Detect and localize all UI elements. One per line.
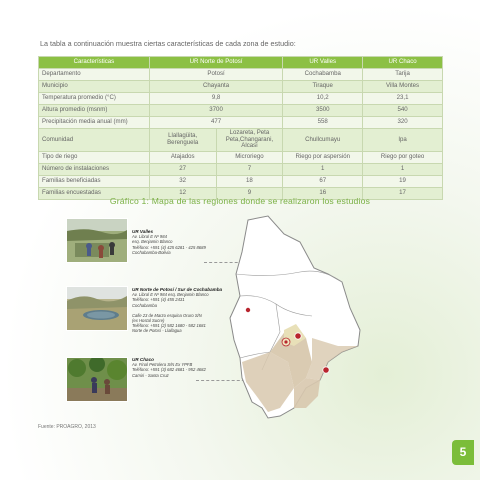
site-city-line: Camiri - Santa Cruz <box>132 372 169 378</box>
table-cell: 19 <box>363 176 443 188</box>
table-cell: 558 <box>283 117 363 129</box>
table-cell: 1 <box>283 164 363 176</box>
table-row <box>39 152 443 164</box>
table-cell: 16 <box>283 188 363 200</box>
table-header-cell: UR Norte de Potosí <box>149 57 282 69</box>
table-cell: 540 <box>363 105 443 117</box>
site-address-line: Av. Final Petrolera S/N Ex YPFB <box>132 362 193 368</box>
table-cell: Lozareta, Peta Peta,Changarani, Alcasi <box>216 129 283 152</box>
table-cell: 3700 <box>149 105 282 117</box>
table-cell: 32 <box>149 176 216 188</box>
table-row <box>39 105 443 117</box>
field-photo-illustration <box>67 219 127 262</box>
site-name: UR Chaco <box>132 357 154 362</box>
table-row <box>39 176 443 188</box>
table-cell: 18 <box>216 176 283 188</box>
table-cell: Temperatura promedio (°C) <box>39 93 150 105</box>
orchard-photo-illustration <box>67 358 127 401</box>
site-name: UR Norte de Potosí / Sur de Cochabamba <box>132 287 223 292</box>
site-address-line: Av. Libral E Nº 984 esq. Benjamin Blanco <box>132 292 209 298</box>
table-cell: 9 <box>216 188 283 200</box>
table-cell: Ipa <box>363 129 443 152</box>
table-cell: 3500 <box>283 105 363 117</box>
table-cell: 7 <box>216 164 283 176</box>
norte-potosi-photo <box>66 286 128 331</box>
table-cell: Tarija <box>363 69 443 81</box>
table-cell: Llallagüita, Berenguela <box>149 129 216 152</box>
site-address-line: Calle 23 de Marzo esquina Oruro S/N <box>132 312 202 318</box>
table-row <box>39 69 443 81</box>
page-number: 5 <box>452 440 474 465</box>
table-cell: Cochabamba <box>283 69 363 81</box>
source-note: Fuente: PROAGRO, 2013 <box>38 424 96 430</box>
table-cell: Chullcumayu <box>283 129 363 152</box>
table-cell: Precipitación media anual (mm) <box>39 117 150 129</box>
site-name: UR Valles <box>132 229 154 234</box>
table-row <box>39 164 443 176</box>
table-cell: Riego por aspersión <box>283 152 363 164</box>
table-cell: Chayanta <box>149 81 282 93</box>
table-cell: Familias encuestadas <box>39 188 150 200</box>
site-address-line: (ex Hostal Sucre) <box>132 318 165 324</box>
table-cell: Familias beneficiadas <box>39 176 150 188</box>
norte-potosi-marker-dot <box>284 340 287 343</box>
table-cell: Microriego <box>216 152 283 164</box>
site-address-line: Av. Libral E Nº 984 <box>132 234 167 240</box>
table-cell: Atajados <box>149 152 216 164</box>
table-cell: Potosí <box>149 69 282 81</box>
chaco-marker <box>323 367 329 373</box>
valles-photo <box>66 218 128 263</box>
table-cell: Comunidad <box>39 129 150 152</box>
table-row <box>39 81 443 93</box>
landscape-photo-illustration <box>67 287 127 330</box>
bolivia-map <box>210 212 370 422</box>
table-cell: Tipo de riego <box>39 152 150 164</box>
table-cell: 10,2 <box>283 93 363 105</box>
site-city-line: Cochabamba <box>132 302 157 308</box>
site-address-line: esq. Benjamin Blanco <box>132 239 173 245</box>
table-cell: 12 <box>149 188 216 200</box>
table-cell: Municipio <box>39 81 150 93</box>
table-cell: Villa Montes <box>363 81 443 93</box>
table-header-cell: UR Chaco <box>363 57 443 69</box>
table-row <box>39 93 443 105</box>
table-cell: 27 <box>149 164 216 176</box>
table-row <box>39 129 443 152</box>
table-header-cell: Características <box>39 57 150 69</box>
table-cell: 477 <box>149 117 282 129</box>
table-cell: Número de instalaciones <box>39 164 150 176</box>
cochabamba-marker <box>245 307 250 312</box>
site-phone-line: Teléfono: +591 (2) 582 1680 - 582 1681 <box>132 323 206 329</box>
site-city-line: Cochabamba-Bolivia <box>132 249 171 255</box>
table-cell: Departamento <box>39 69 150 81</box>
site-city-line: Norte de Potosí - Llallagua <box>132 328 182 334</box>
table-cell: Riego por goteo <box>363 152 443 164</box>
table-cell: 67 <box>283 176 363 188</box>
table-row <box>39 117 443 129</box>
site-phone-line: Teléfono: +591 (4) 455 2431 <box>132 297 185 303</box>
table-cell: 1 <box>363 164 443 176</box>
chaco-photo <box>66 357 128 402</box>
valles-marker <box>295 333 301 339</box>
table-cell: 9,8 <box>149 93 282 105</box>
table-cell: Altura promedio (msnm) <box>39 105 150 117</box>
site-phone-line: Teléfono: +591 (4) 425 6281 - 425 8689 <box>132 244 206 250</box>
chart-title: Gráfico 1: Mapa de las regiones donde se realizaron los estudios <box>109 196 371 206</box>
table-cell: 23,1 <box>363 93 443 105</box>
site-phone-line: Teléfono: +591 (3) 682 4681 - 952 4682 <box>132 367 206 373</box>
intro-text: La tabla a continuación muestra ciertas características de cada zona de estudio: <box>40 39 296 48</box>
table-cell: 17 <box>363 188 443 200</box>
study-zones-table <box>38 56 443 200</box>
table-cell: 320 <box>363 117 443 129</box>
table-cell: Tiraque <box>283 81 363 93</box>
table-header-cell: UR Valles <box>283 57 363 69</box>
table-header-row <box>39 57 443 69</box>
